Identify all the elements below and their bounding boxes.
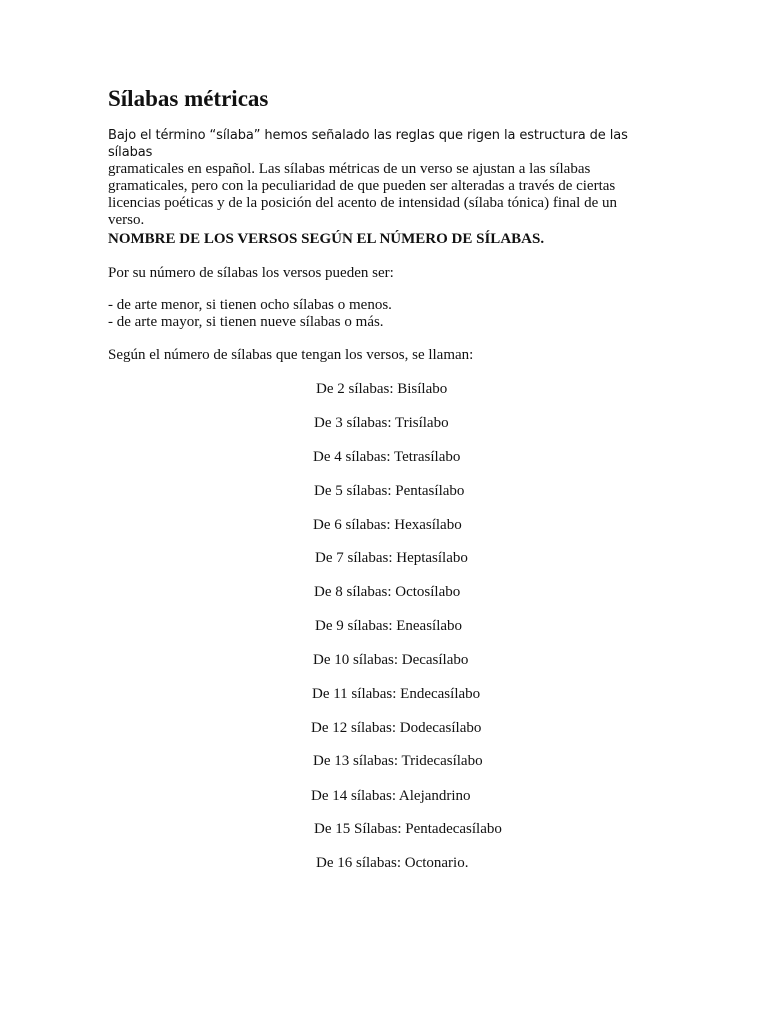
arte-menor-line: - de arte menor, si tienen ocho sílabas o menos.: [108, 297, 392, 313]
verse-name-item: De 9 sílabas: Eneasílabo: [315, 618, 463, 634]
arte-mayor-line: - de arte mayor, si tienen nueve sílabas o más.: [108, 314, 384, 330]
verse-name-item: De 3 sílabas: Trisílabo: [314, 415, 449, 431]
intro-first-line: Bajo el término “sílaba” hemos señalado las reglas que rigen la estructura de las sílabas: [108, 128, 628, 160]
verse-name-item: De 11 sílabas: Endecasílabo: [312, 686, 481, 702]
verse-name-item: De 5 sílabas: Pentasílabo: [314, 483, 465, 499]
verse-name-item: De 13 sílabas: Tridecasílabo: [313, 753, 483, 769]
verse-name-item: De 6 sílabas: Hexasílabo: [313, 517, 462, 533]
verse-name-item: De 2 sílabas: Bisílabo: [316, 381, 448, 397]
verse-name-item: De 7 sílabas: Heptasílabo: [315, 550, 468, 566]
section-heading: NOMBRE DE LOS VERSOS SEGÚN EL NÚMERO DE SÍLABAS.: [108, 231, 545, 247]
verse-name-item: De 14 sílabas: Alejandrino: [311, 788, 471, 804]
verse-name-item: De 15 Sílabas: Pentadecasílabo: [314, 821, 502, 837]
page-title: Sílabas métricas: [108, 86, 269, 111]
verse-name-item: De 4 sílabas: Tetrasílabo: [313, 449, 461, 465]
intro-paragraph: [108, 127, 648, 229]
names-intro: Según el número de sílabas que tengan los versos, se llaman:: [108, 347, 474, 363]
verse-name-item: De 16 sílabas: Octonario.: [316, 855, 469, 871]
types-intro: Por su número de sílabas los versos pueden ser:: [108, 265, 394, 281]
intro-rest: gramaticales en español. Las sílabas métricas de un verso se ajustan a las sílabas gramaticales, pero con la peculiaridad de que pueden ser alteradas a través de ciertas licencias poéticas y de la posición del acento de intensidad (sílaba tónica) final de un verso.: [108, 161, 617, 228]
verse-name-item: De 8 sílabas: Octosílabo: [314, 584, 461, 600]
verse-name-item: De 12 sílabas: Dodecasílabo: [311, 720, 482, 736]
verse-name-item: De 10 sílabas: Decasílabo: [313, 652, 469, 668]
